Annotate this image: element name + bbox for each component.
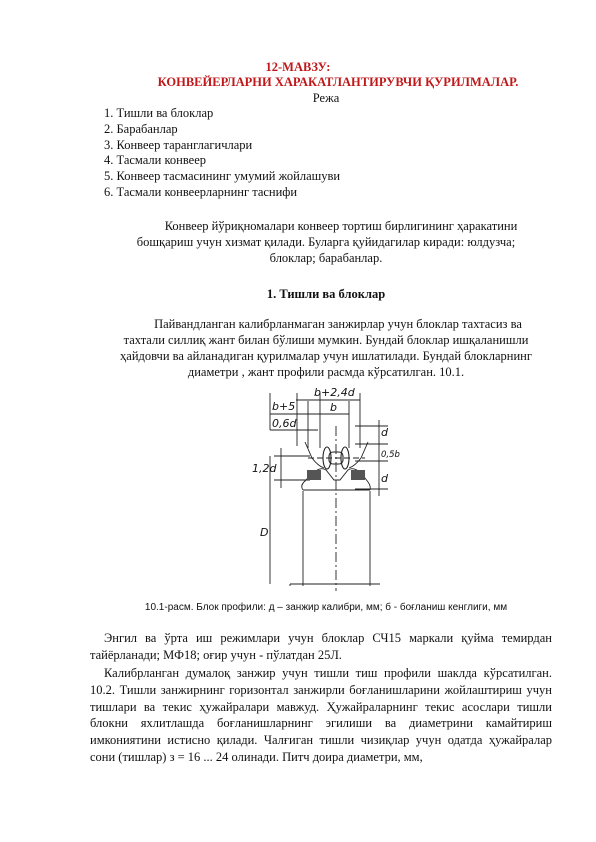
dim-label-1-2d: 1,2d (252, 462, 277, 475)
plan-item: 6. Тасмали конвеерларнинг таснифи (104, 184, 298, 199)
dim-label-d-top: d (381, 426, 388, 439)
body-paragraph: Энгил ва ўрта иш режимлари учун блоклар СЧ15 маркали қуйма темирдан тайёрланади; МФ18; оғир учун - пўлатдан 25Л. (90, 631, 552, 662)
body-paragraph: Калибрланган думалоқ занжир учун тишли тиш профили шаклда кўрсатилган. 10.2. Тишли занжирнинг горизонтал занжирли боғланишларини жойлаштириш учун тишлари ва текис ҳужайралари мавжуд. Ҳужайраларнинг текис асослари тишли блокни яхлитлашда боғланишларнинг эгилиши ва диаметрини камайтириш имкониятини истисно қилади. Чалғиган тишли чизиқлар учун одатда ҳужайралар сони (тишлар) з = 16 ... 24 олинади. Питч доира диаметри, мм, (90, 666, 552, 764)
dim-label-0-6d: 0,6d (272, 417, 297, 430)
section1-line: тахтали силлиқ жант билан бўлиши мумкин. Бундай блоклар ишқаланишли (123, 333, 529, 347)
plan-item: 4. Тасмали конвеер (104, 153, 207, 168)
dim-label-b: b (330, 401, 337, 414)
topic-number: 12-МАВЗУ: (265, 60, 331, 74)
figure-caption: 10.1-расм. Блок профили: д – занжир калибри, мм; б - боғланиш кенглиги, мм (144, 602, 508, 613)
section1-line: ҳайдовчи ва айланадиган қурилмалар учун ишлатилади. Бундай блокларнинг (120, 349, 532, 363)
dim-label-b-plus-5: b+5 (272, 400, 296, 413)
plan-label: Режа (312, 91, 340, 105)
plan-list (104, 106, 340, 201)
section1-line: Пайвандланган калибрланмаган занжирлар учун блоклар тахтасиз ва (154, 317, 522, 331)
intro-line: Конвеер йўриқномалари конвеер тортиш бирлигининг ҳаракатини (164, 219, 518, 233)
block-profile-figure (250, 386, 400, 594)
intro-line: бошқариш учун хизмат қилади. Буларга қуйидагилар киради: юлдузча; (136, 235, 516, 249)
dim-label-0-5b: 0,5b (381, 450, 400, 460)
plan-item: 5. Конвеер тасмасининг умумий жойлашуви (104, 169, 341, 184)
section-heading: 1. Тишли ва блоклар (266, 287, 386, 301)
intro-line: блоклар; барабанлар. (269, 251, 383, 265)
plan-item: 2. Барабанлар (104, 121, 178, 136)
plan-item: 1. Тишли ва блоклар (104, 106, 214, 120)
dim-label-d-bottom: d (381, 472, 388, 485)
dim-label-D: D (260, 526, 269, 539)
plan-item: 3. Конвеер таранглагичлари (104, 137, 253, 152)
section1-line: диаметри , жант профили расмда кўрсатилган. 10.1. (187, 365, 465, 379)
dim-label-b-plus-24d: b+2,4d (314, 386, 355, 399)
page-title: КОНВЕЙЕРЛАРНИ ХАРАКАТЛАНТИРУВЧИ ҚУРИЛМАЛАР. (157, 75, 519, 89)
